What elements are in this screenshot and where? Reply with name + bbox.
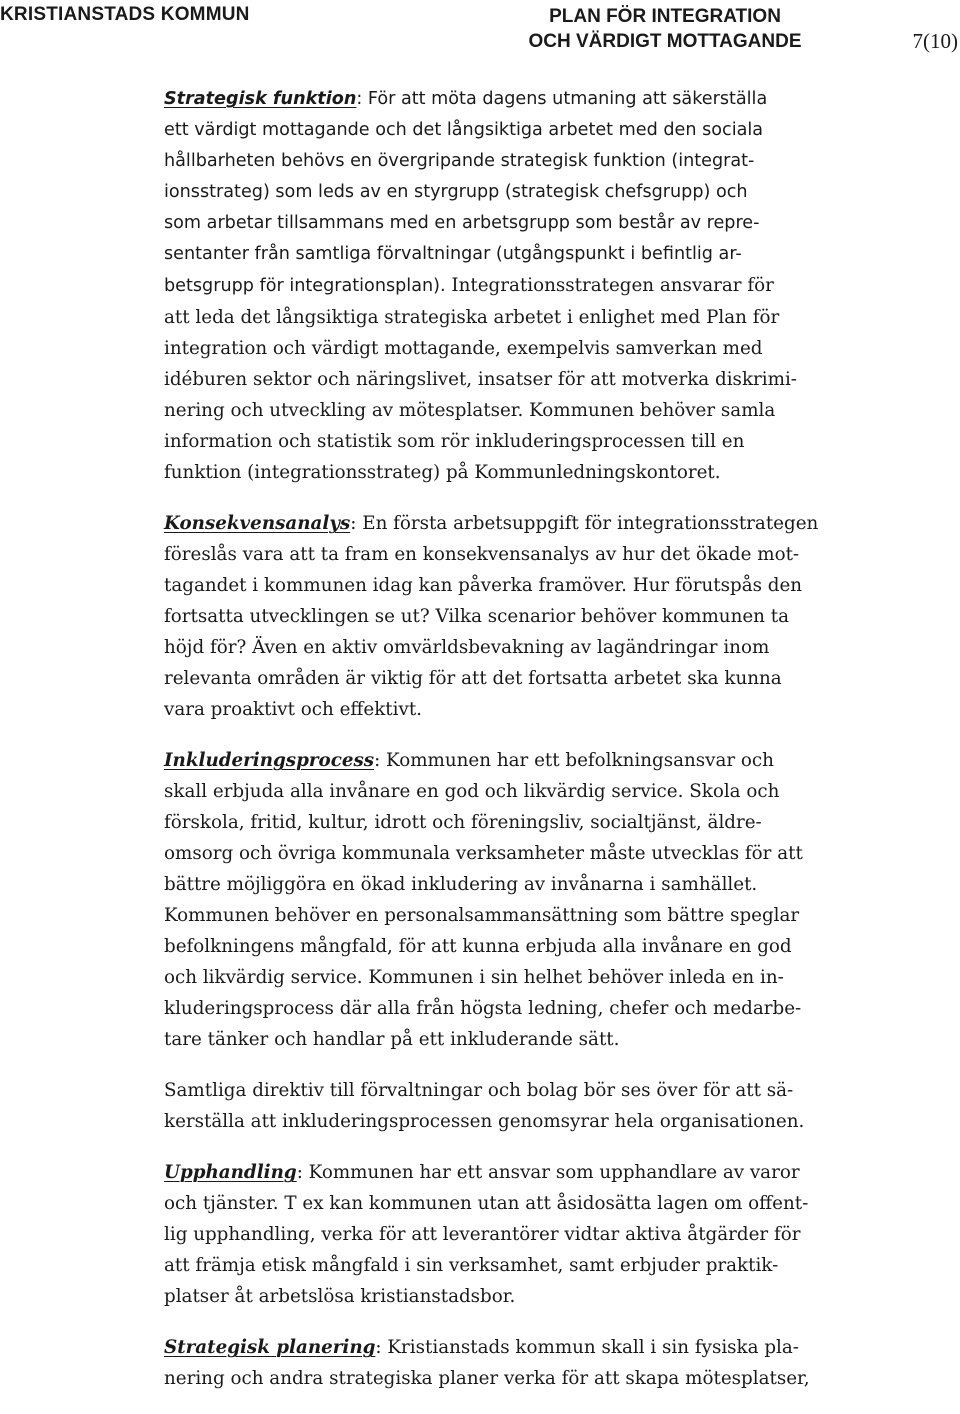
- text-line: idéburen sektor och näringslivet, insatser för att motverka diskrimi-: [164, 369, 797, 390]
- paragraph-upphandling: [164, 1157, 864, 1312]
- text-line: Konsekvensanalys: En första arbetsuppgift för integrationsstrategen: [164, 513, 819, 534]
- text-line: fortsatta utvecklingen se ut? Vilka scenarior behöver kommunen ta: [164, 606, 790, 627]
- text-line: kluderingsprocess där alla från högsta ledning, chefer och medarbe-: [164, 998, 802, 1019]
- text-line: relevanta områden är viktig för att det fortsatta arbetet ska kunna: [164, 668, 782, 689]
- section-term: Upphandling: [164, 1162, 297, 1183]
- text-line: förskola, fritid, kultur, idrott och föreningsliv, socialtjänst, äldre-: [164, 812, 762, 833]
- paragraph-strategisk-funktion: [164, 84, 864, 488]
- text-line: nering och utveckling av mötesplatser. Kommunen behöver samla: [164, 400, 776, 421]
- text-line: och tjänster. T ex kan kommunen utan att åsidosätta lagen om offent-: [164, 1193, 809, 1214]
- text-line: att leda det långsiktiga strategiska arbetet i enlighet med Plan för: [164, 307, 780, 328]
- text-line: integration och värdigt mottagande, exempelvis samverkan med: [164, 338, 763, 359]
- text-line: Strategisk planering: Kristianstads kommun skall i sin fysiska pla-: [164, 1337, 799, 1358]
- text-line: att främja etisk mångfald i sin verksamhet, samt erbjuder praktik-: [164, 1255, 779, 1276]
- text-line: sentanter från samtliga förvaltningar (utgångspunkt i befintlig ar-: [164, 244, 742, 264]
- text-line: Upphandling: Kommunen har ett ansvar som upphandlare av varor: [164, 1162, 800, 1183]
- text-line: Strategisk funktion: För att möta dagens utmaning att säkerställa: [164, 89, 768, 109]
- text-line: befolkningens mångfald, för att kunna erbjuda alla invånare en god: [164, 936, 792, 957]
- text-line: lig upphandling, verka för att leverantörer vidtar aktiva åtgärder för: [164, 1224, 801, 1245]
- paragraph-samtliga-direktiv: [164, 1075, 864, 1137]
- section-term: Strategisk funktion: [164, 89, 357, 109]
- paragraph-inkluderingsprocess: [164, 745, 864, 1055]
- document-body: [164, 84, 864, 1414]
- document-title-line-1: PLAN FÖR INTEGRATION: [549, 6, 781, 27]
- text-line: ett värdigt mottagande och det långsiktiga arbetet med den sociala: [164, 120, 764, 140]
- text-line: tagandet i kommunen idag kan påverka framöver. Hur förutspås den: [164, 575, 803, 596]
- text-line: tare tänker och handlar på ett inkluderande sätt.: [164, 1029, 620, 1050]
- text-line: och likvärdig service. Kommunen i sin helhet behöver inleda en in-: [164, 967, 784, 988]
- text-line: omsorg och övriga kommunala verksamheter måste utvecklas för att: [164, 843, 803, 864]
- text-line: funktion (integrationsstrateg) på Kommunledningskontoret.: [164, 462, 721, 483]
- text-line: som arbetar tillsammans med en arbetsgrupp som består av repre-: [164, 213, 760, 233]
- text-line: Kommunen behöver en personalsammansättning som bättre speglar: [164, 905, 800, 926]
- text-line: platser åt arbetslösa kristianstadsbor.: [164, 1286, 516, 1307]
- page-header: [0, 0, 960, 70]
- page-number: 7(10): [912, 29, 958, 53]
- document-title-line-2: OCH VÄRDIGT MOTTAGANDE: [528, 31, 802, 52]
- organization-name: KRISTIANSTADS KOMMUN: [0, 4, 250, 25]
- section-term: Strategisk planering: [164, 1337, 376, 1358]
- text-line: Samtliga direktiv till förvaltningar och bolag bör ses över för att sä-: [164, 1080, 794, 1101]
- text-line: vara proaktivt och effektivt.: [164, 699, 422, 720]
- text-line: skall erbjuda alla invånare en god och likvärdig service. Skola och: [164, 781, 780, 802]
- section-term: Konsekvensanalys: [164, 513, 351, 534]
- paragraph-konsekvensanalys: [164, 508, 864, 725]
- text-line: kerställa att inkluderingsprocessen genomsyrar hela organisationen.: [164, 1111, 805, 1132]
- text-line: höjd för? Även en aktiv omvärldsbevakning av lagändringar inom: [164, 637, 770, 658]
- text-line: information och statistik som rör inkluderingsprocessen till en: [164, 431, 745, 452]
- text-line: nering och andra strategiska planer verka för att skapa mötesplatser,: [164, 1368, 810, 1389]
- text-line: bättre möjliggöra en ökad inkludering av invånarna i samhället.: [164, 874, 758, 895]
- text-line: hållbarheten behövs en övergripande strategisk funktion (integrat-: [164, 151, 755, 171]
- text-line: Inkluderingsprocess: Kommunen har ett befolkningsansvar och: [164, 750, 774, 771]
- text-line: ionsstrateg) som leds av en styrgrupp (strategisk chefsgrupp) och: [164, 182, 748, 202]
- text-line: betsgrupp för integrationsplan). Integrationsstrategen ansvarar för: [164, 275, 774, 296]
- document-title: [500, 4, 830, 54]
- text-line: föreslås vara att ta fram en konsekvensanalys av hur det ökade mot-: [164, 544, 800, 565]
- paragraph-strategisk-planering: [164, 1332, 864, 1394]
- section-term: Inkluderingsprocess: [164, 750, 375, 771]
